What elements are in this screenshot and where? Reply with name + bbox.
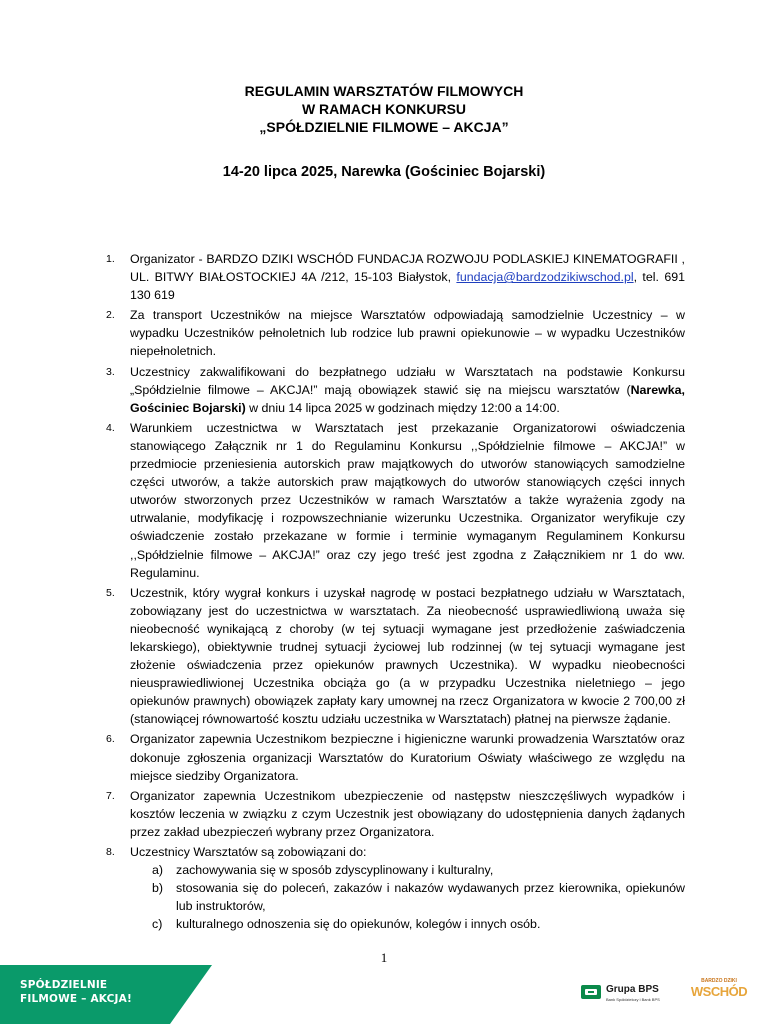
item-text: Uczestnicy Warsztatów są zobowiązani do: [130, 845, 367, 859]
item-number: 2. [106, 309, 115, 322]
document-title [0, 82, 768, 136]
bps-name: Grupa BPS [606, 984, 659, 995]
sub-item-letter: a) [152, 863, 164, 878]
sub-list-item [130, 879, 685, 915]
banner-logo-text [20, 979, 132, 1006]
banner-line-1: SPÓŁDZIELNIE [20, 979, 108, 991]
item-text: Organizator zapewnia Uczestnikom ubezpieczenie od następstw nieszczęśliwych wypadków i kosztów leczenia w związku z czym Uczestnik jest obowiązany do udostępnienia danych żądanych przez zakład ubezpieczeń wybrany przez Organizatora. [130, 788, 685, 839]
bps-logo-icon [580, 983, 602, 1001]
list-item [100, 787, 685, 841]
banner-line-2: FILMOWE – AKCJA! [20, 992, 132, 1005]
item-text-part: Organizator - BARDZO DZIKI WSCHÓD FUNDACJA ROZWOJU PODLASKIEJ KINEMATOGRAFII , UL. BITWY BIAŁOSTOCKIEJ 4A /212, 15-103 Białystok, [130, 252, 685, 285]
sub-item-text: stosowania się do poleceń, zakazów i nakazów wydawanych przez kierownika, opiekunów lub instruktorów, [176, 881, 685, 914]
bdw-top-text: BARDZO DZIKI [701, 978, 737, 984]
item-number: 6. [106, 733, 115, 746]
list-item [100, 363, 685, 417]
list-item [100, 250, 685, 304]
item-text-part: Uczestnicy zakwalifikowani do bezpłatnego udziału w Warsztatach na podstawie Konkursu „Spółdzielnie filmowe – AKCJA!” mają obowiązek stawić się na miejscu warsztatów ( [130, 364, 685, 397]
list-item [100, 419, 685, 582]
list-item [100, 584, 685, 729]
sub-list-item [130, 915, 685, 933]
sub-list-item [130, 861, 685, 879]
list-item [100, 730, 685, 784]
item-text: Za transport Uczestników na miejsce Warsztatów odpowiadają samodzielnie Uczestnicy – w wypadku Uczestników pełnoletnich lub rodzice lub prawni opiekunowie – w wypadku Uczestników niepełnoletnich. [130, 308, 685, 359]
title-line-2: W RAMACH KONKURSU [301, 101, 467, 117]
title-line-1: REGULAMIN WARSZTATÓW FILMOWYCH [244, 83, 524, 99]
sub-item-text: zachowywania się w sposób zdyscyplinowany i kulturalny, [176, 863, 494, 878]
bdw-main-text: WSCHÓD [690, 984, 748, 999]
regulation-list [100, 250, 685, 935]
list-item [100, 306, 685, 360]
email-link[interactable]: fundacja@bardzodzikiwschod.pl [456, 270, 634, 285]
sub-item-text: kulturalnego odnoszenia się do opiekunów, kolegów i innych osób. [176, 917, 541, 932]
page-number: 1 [380, 950, 388, 965]
sub-item-letter: b) [152, 881, 164, 896]
item-number: 4. [106, 421, 115, 434]
grupa-bps-logo [580, 983, 680, 1003]
item-number: 5. [106, 586, 115, 599]
bps-subtitle: Bank Spółdzielczy i Bank BPS [606, 997, 660, 1002]
item-text: Warunkiem uczestnictwa w Warsztatach jest przekazanie Organizatorowi oświadczenia stanowiącego Załącznik nr 1 do Regulaminu Konkursu ,,Spółdzielnie filmowe – AKCJA!” w przedmiocie przeniesienia autorskich praw majątkowych do utworów stanowiących samodzielne części utworów, a także autorskich praw majątkowych do utworów stanowiących części innych utworów stworzonych przez Uczestników w ramach Warsztatów a także wyrażenia zgody na utrwalanie, modyfikację i rozpowszechnianie wizerunku Uczestnika. Organizator weryfikuje czy oświadczenie zostało przekazane w formie i terminie wymaganym Regulaminem Konkursu ,,Spółdzielnie filmowe – AKCJA!” oraz czy jego treść jest zgodna z Załącznikiem nr 1 do ww. Regulaminu. [130, 420, 685, 580]
title-line-3: „SPÓŁDZIELNIE FILMOWE – AKCJA” [259, 119, 509, 135]
sub-list [130, 861, 685, 933]
item-text-part: , tel. 691 130 619 [130, 270, 686, 303]
list-item [100, 843, 685, 933]
footer-banner [0, 965, 215, 1024]
item-number: 3. [106, 365, 115, 378]
event-date-location: 14-20 lipca 2025, Narewka (Gościniec Bojarski) [222, 164, 546, 180]
bardzo-dziki-wschod-logo [690, 978, 748, 1012]
item-text-part: w dniu 14 lipca 2025 w godzinach między 12:00 a 14:00. [245, 400, 560, 415]
item-number: 8. [106, 846, 115, 858]
item-text: Uczestnik, który wygrał konkurs i uzyskał nagrodę w postaci bezpłatnego udziału w Warsztatach, zobowiązany jest do uczestnictwa w warsztatach. Za nieobecność usprawiedliwioną uważa się nieobecność wynikającą z choroby (w tej sytuacji wymagane jest przedłożenie zaświadczenia lekarskiego), obiektywnie trudnej sytuacji życiowej lub rodzinnej (w tej sytuacji wymagane jest złożenie oświadczenia przez opiekunów prawnych Uczestnika). W wypadku nieobecności nieusprawiedliwionej Uczestnika obciąża go (a w przypadku Uczestnika nieletniego – jego opiekunów prawnych) obowiązek zapłaty kary umownej na rzecz Organizatora w kwocie 2 700,00 zł (stanowiącej równowartość kosztu udziału uczestnika w Warsztatach) płatnej na pierwsze żądanie. [130, 585, 685, 727]
item-number: 7. [106, 789, 115, 802]
item-text [130, 363, 685, 417]
item-text [130, 250, 685, 304]
item-text: Organizator zapewnia Uczestnikom bezpieczne i higieniczne warunki prowadzenia Warsztatów oraz dokonuje zgłoszenia organizacji Warsztatów do Kuratorium Oświaty właściwego ze względu na miejsce siedziby Organizatora. [130, 732, 685, 783]
sub-item-letter: c) [152, 917, 163, 932]
item-text-bold: Narewka, Gościniec Bojarski) [130, 382, 685, 415]
item-number: 1. [106, 253, 115, 265]
